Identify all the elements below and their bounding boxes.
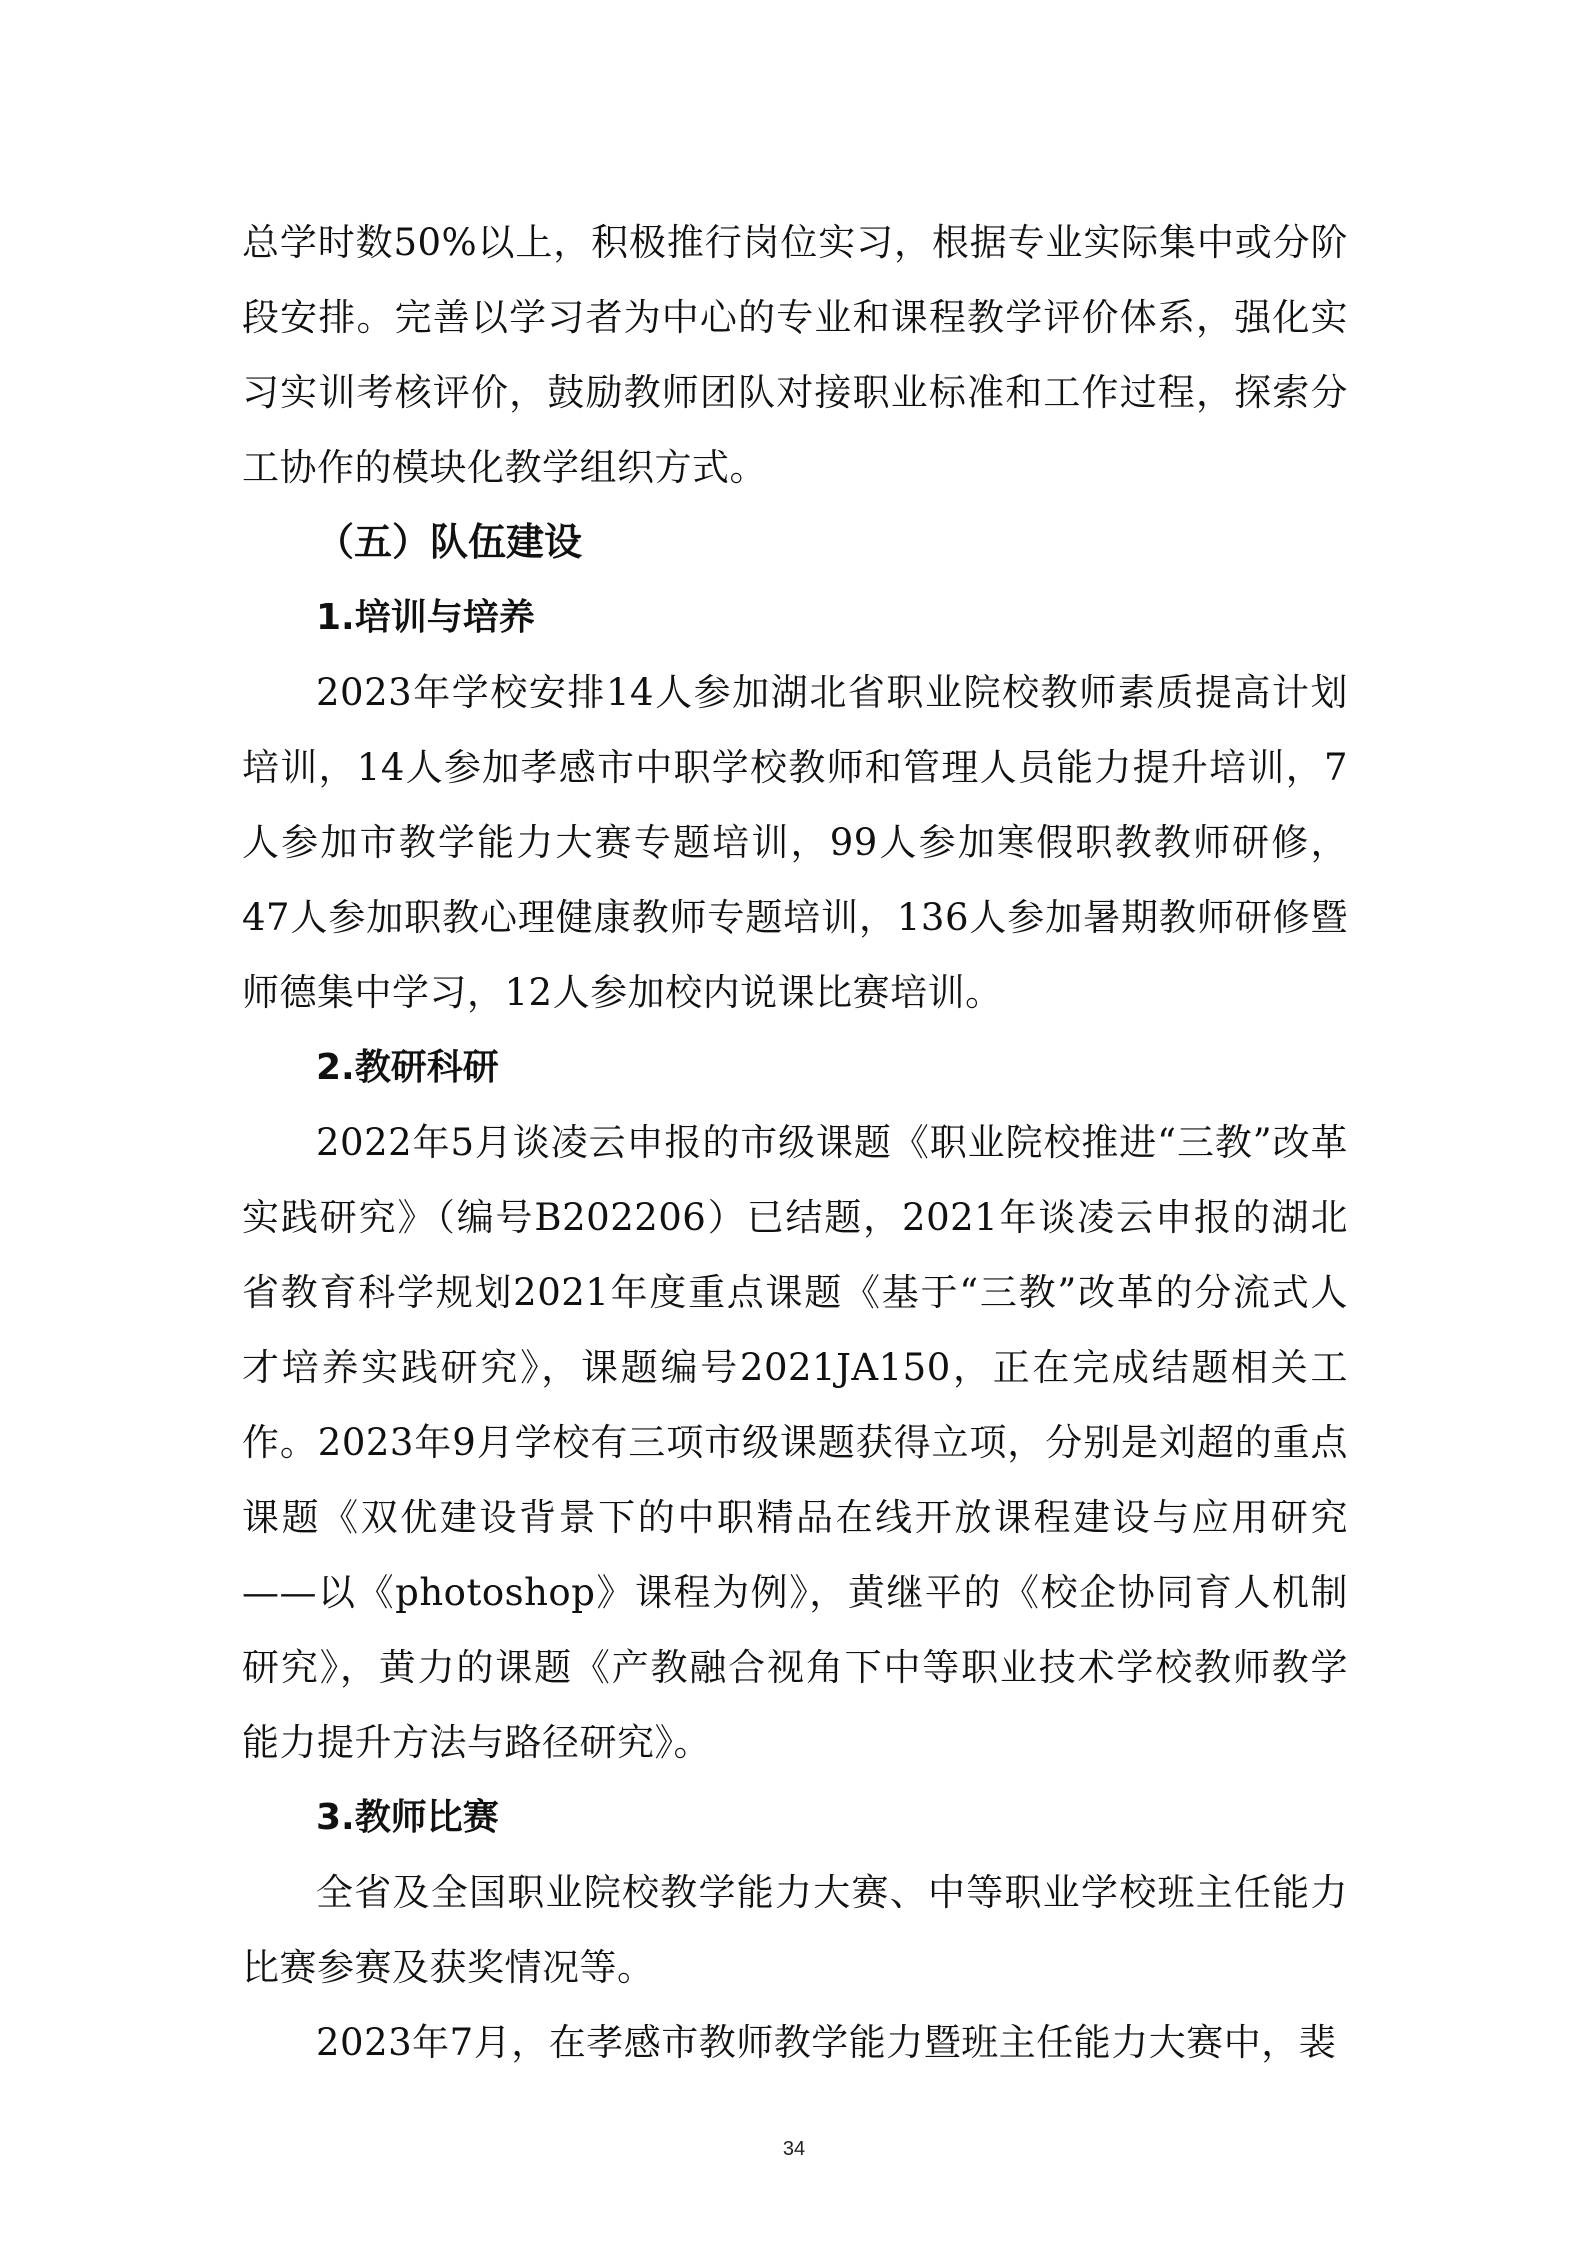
paragraph-training: 2023年学校安排14人参加湖北省职业院校教师素质提高计划培训，14人参加孝感市中职学校教师和管理人员能力提升培训，7人参加市教学能力大赛专题培训，99人参加寒假职教教师研修，47人参加职教心理健康教师专题培训，136人参加暑期教师研修暨师德集中学习，12人参加校内说课比赛培训。	[242, 671, 1348, 1014]
paragraph-competition-detail: 2023年7月，在孝感市教师教学能力暨班主任能力大赛中，裴	[316, 2021, 1337, 2064]
section-heading-team-building: （五）队伍建设	[316, 520, 583, 564]
paragraph-research: 2022年5月谈凌云申报的市级课题《职业院校推进“三教”改革实践研究》（编号B202206）已结题，2021年谈凌云申报的湖北省教育科学规划2021年度重点课题《基于“三教”改革的分流式人才培养实践研究》，课题编号2021JA150，正在完成结题相关工作。2023年9月学校有三项市级课题获得立项，分别是刘超的重点课题《双优建设背景下的中职精品在线开放课程建设与应用研究——以《photoshop》课程为例》，黄继平的《校企协同育人机制研究》，黄力的课题《产教融合视角下中等职业技术学校教师教学能力提升方法与路径研究》。	[242, 1121, 1348, 1764]
subheading-research: 2.教研科研	[316, 1047, 499, 1088]
page-number: 34	[782, 2138, 806, 2160]
paragraph-intro: 总学时数50%以上，积极推行岗位实习，根据专业实际集中或分阶段安排。完善以学习者为中心的专业和课程教学评价体系，强化实习实训考核评价，鼓励教师团队对接职业标准和工作过程，探索分工协作的模块化教学组织方式。	[242, 221, 1348, 489]
paragraph-competition-intro: 全省及全国职业院校教学能力大赛、中等职业学校班主任能力比赛参赛及获奖情况等。	[242, 1871, 1348, 1989]
subheading-competition: 3.教师比赛	[316, 1797, 499, 1838]
subheading-training: 1.培训与培养	[316, 597, 535, 638]
page-content	[242, 205, 1348, 2080]
